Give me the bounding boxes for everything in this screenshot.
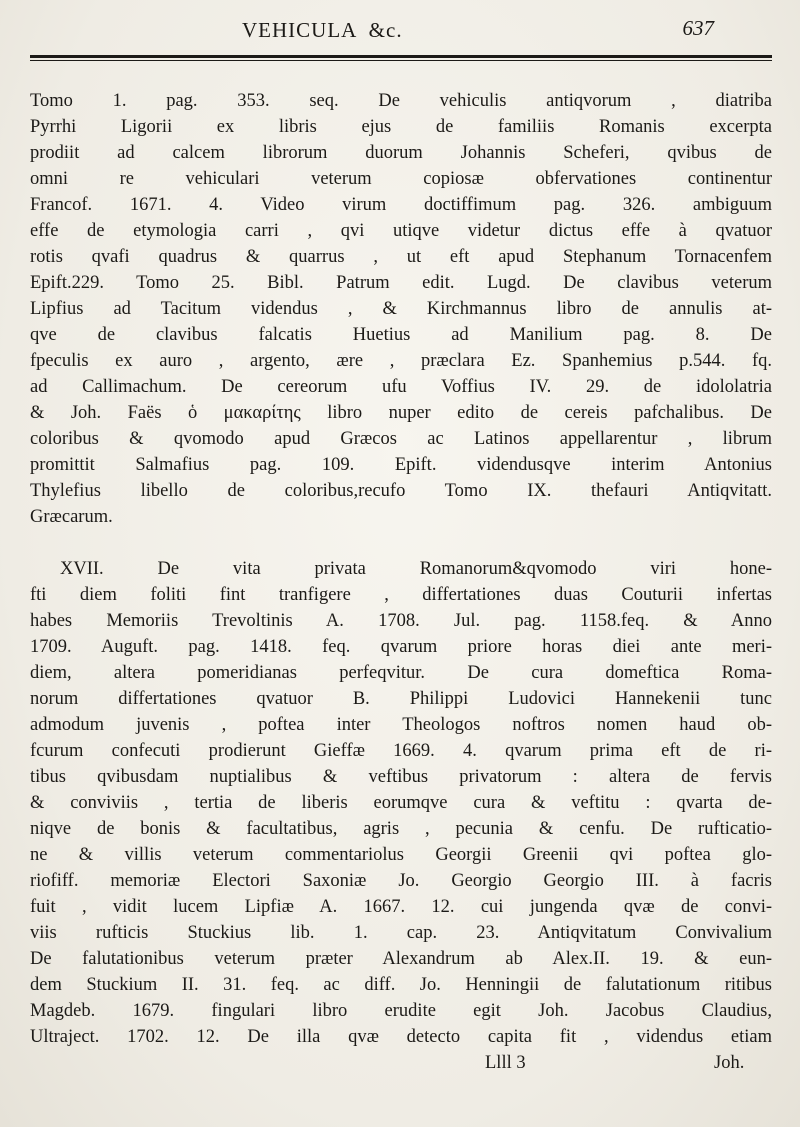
text-line: Pyrrhi Ligorii ex libris ejus de familiis Romanis excerpta (30, 117, 772, 137)
text-line: riofiff. memoriæ Electori Saxoniæ Jo. Georgio Georgio III. à facris (30, 871, 772, 891)
text-line: Tomo 1. pag. 353. seq. De vehiculis antiqvorum , diatriba (30, 91, 772, 111)
text-line: & Joh. Faës ὁ μακαρίτης libro nuper edito de cereis pafchalibus. De (30, 403, 772, 423)
catchword: Joh. (714, 1053, 745, 1073)
text-line: & conviviis , tertia de liberis eorumqve cura & veftitu : qvarta de- (30, 793, 772, 813)
text-line: Thylefius libello de coloribus,recufo Tomo IX. thefauri Antiqvitatt. (30, 481, 772, 501)
text-line: De falutationibus veterum præter Alexandrum ab Alex.II. 19. & eun- (30, 949, 772, 969)
text-line: fti diem foliti fint tranfigere , differtationes duas Couturii infertas (30, 585, 772, 605)
text-line: effe de etymologia carri , qvi utiqve videtur dictus effe à qvatuor (30, 221, 772, 241)
text-line: fpeculis ex auro , argento, ære , præclara Ez. Spanhemius p.544. fq. (30, 351, 772, 371)
signature-mark: Llll 3 (485, 1053, 526, 1073)
text-line: Ultraject. 1702. 12. De illa qvæ detecto capita fit , videndus etiam (30, 1027, 772, 1047)
text-line: prodiit ad calcem librorum duorum Johannis Scheferi, qvibus de (30, 143, 772, 163)
text-line: 1709. Auguft. pag. 1418. feq. qvarum priore horas diei ante meri- (30, 637, 772, 657)
text-line: ne & villis veterum commentariolus Georgii Greenii qvi poftea glo- (30, 845, 772, 865)
text-line: habes Memoriis Trevoltinis A. 1708. Jul. pag. 1158.feq. & Anno (30, 611, 772, 631)
text-line: viis rufticis Stuckius lib. 1. cap. 23. Antiqvitatum Convivalium (30, 923, 772, 943)
text-line: Francof. 1671. 4. Video virum doctiffimum pag. 326. ambiguum (30, 195, 772, 215)
text-line: promittit Salmafius pag. 109. Epift. videndusqve interim Antonius (30, 455, 772, 475)
header-rule-thick (30, 55, 772, 58)
text-line: Epift.229. Tomo 25. Bibl. Patrum edit. Lugd. De clavibus veterum (30, 273, 772, 293)
text-line: admodum juvenis , poftea inter Theologos noftros nomen haud ob- (30, 715, 772, 735)
text-line: Græcarum. (30, 507, 113, 527)
text-line: fuit , vidit lucem Lipfiæ A. 1667. 12. cui jungenda qvæ de convi- (30, 897, 772, 917)
text-line: rotis qvafi quadrus & quarrus , ut eft apud Stephanum Tornacenfem (30, 247, 772, 267)
text-line: ad Callimachum. De cereorum ufu Voffius IV. 29. de idololatria (30, 377, 772, 397)
text-line: qve de clavibus falcatis Huetius ad Manilium pag. 8. De (30, 325, 772, 345)
text-line: tibus qvibusdam nuptialibus & veftibus privatorum : altera de fervis (30, 767, 772, 787)
running-head (0, 0, 800, 60)
catchline (30, 1050, 772, 1076)
text-line: niqve de bonis & facultatibus, agris , pecunia & cenfu. De rufticatio- (30, 819, 772, 839)
section-heading-line: XVII. De vita privata Romanorum&qvomodo viri hone- (60, 559, 772, 579)
text-line: fcurum confecuti prodierunt Gieffæ 1669. 4. qvarum prima eft de ri- (30, 741, 772, 761)
page-number: 637 (682, 16, 714, 40)
text-line: omni re vehiculari veterum copiosæ obfervationes continentur (30, 169, 772, 189)
text-line: Lipfius ad Tacitum videndus , & Kirchmannus libro de annulis at- (30, 299, 772, 319)
text-line: diem, altera pomeridianas perfeqvitur. De cura domeftica Roma- (30, 663, 772, 683)
header-rule-thin (30, 60, 772, 61)
text-line: norum differtationes qvatuor B. Philippi Ludovici Hannekenii tunc (30, 689, 772, 709)
text-line: dem Stuckium II. 31. feq. ac diff. Jo. Henningii de falutationum ritibus (30, 975, 772, 995)
text-line: coloribus & qvomodo apud Græcos ac Latinos appellarentur , librum (30, 429, 772, 449)
text-line: Magdeb. 1679. fingulari libro erudite egit Joh. Jacobus Claudius, (30, 1001, 772, 1021)
running-title: VEHICULA &c. (242, 18, 403, 42)
